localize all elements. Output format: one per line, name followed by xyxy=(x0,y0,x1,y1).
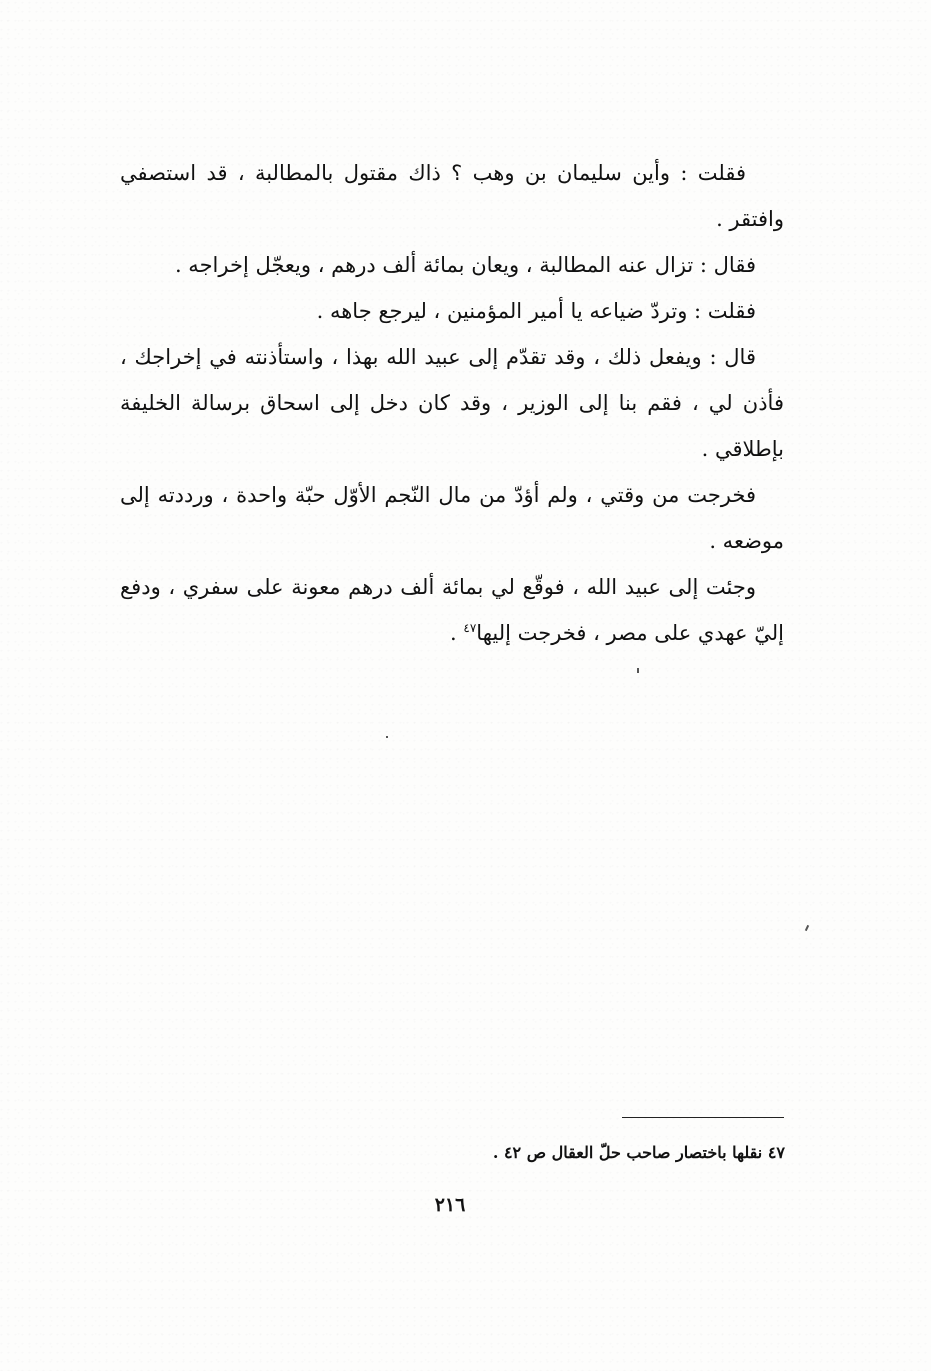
paragraph-last-text: وجئت إلى عبيد الله ، فوقّع لي بمائة ألف درهم معونة على سفري ، ودفع إليّ عهدي على مصر ، فخرجت إليها xyxy=(120,575,784,645)
footnote-separator xyxy=(622,1117,784,1118)
footnote xyxy=(400,1140,785,1166)
paragraph-last xyxy=(120,564,784,656)
page-number: ٢١٦ xyxy=(434,1194,466,1216)
paragraph: فقلت : وأين سليمان بن وهب ؟ ذاك مقتول بالمطالبة ، قد استصفي وافتقر . xyxy=(120,161,784,231)
body-text xyxy=(120,150,784,656)
footnote-number: ٤٧ xyxy=(767,1143,785,1162)
paragraph: فخرجت من وقتي ، ولم أؤدّ من مال النّجم الأوّل حبّة واحدة ، ورددته إلى موضعه . xyxy=(120,483,784,553)
paragraph: قال : ويفعل ذلك ، وقد تقدّم إلى عبيد الله بهذا ، واستأذنته في إخراجك ، فأذن لي ، فقم بنا إلى الوزير ، وقد كان دخل إلى اسحاق برسالة الخليفة بإطلاقي . xyxy=(120,345,784,461)
paragraph: فقلت : وتردّ ضياعه يا أمير المؤمنين ، ليرجع جاهه . xyxy=(316,299,756,323)
scan-speck xyxy=(637,668,639,673)
scan-speck xyxy=(805,925,809,931)
footnote-text: نقلها باختصار صاحب حلّ العقال ص ٤٢ . xyxy=(492,1143,763,1162)
footnote-reference: ٤٧ xyxy=(463,621,477,635)
scan-speck xyxy=(386,736,388,738)
paragraph-last-end: . xyxy=(450,621,464,645)
paragraph: فقال : تزال عنه المطالبة ، ويعان بمائة ألف درهم ، ويعجّل إخراجه . xyxy=(174,253,756,277)
